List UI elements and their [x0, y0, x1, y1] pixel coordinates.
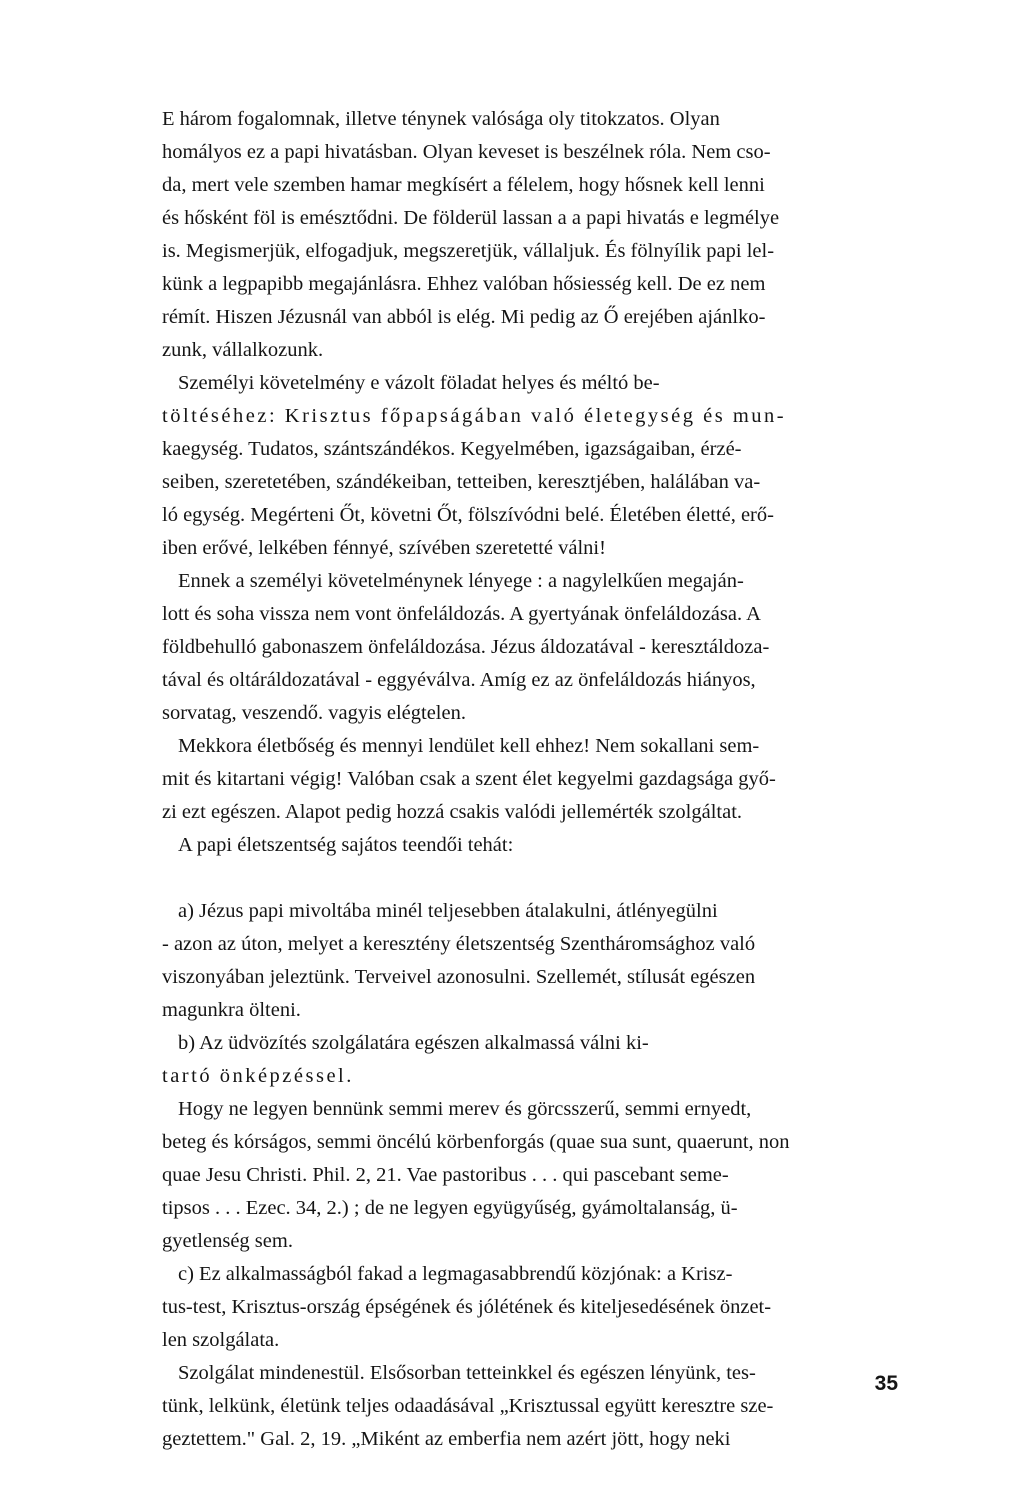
- text-line: len szolgálata.: [162, 1329, 280, 1351]
- text-line: b) Az üdvözítés szolgálatára egészen alkalmassá válni ki-: [178, 1032, 649, 1054]
- text-line: Hogy ne legyen bennünk semmi merev és görcsszerű, semmi ernyedt,: [178, 1098, 752, 1120]
- text-line: A papi életszentség sajátos teendői tehát:: [178, 834, 514, 856]
- text-line: quae Jesu Christi. Phil. 2, 21. Vae pastoribus . . . qui pascebant seme-: [162, 1164, 729, 1186]
- text-line: zi ezt egészen. Alapot pedig hozzá csakis valódi jellemérték szolgáltat.: [162, 801, 743, 823]
- text-line: kaegység. Tudatos, szántszándékos. Kegyelmében, igazságaiban, érzé-: [162, 438, 742, 460]
- page-number: 35: [874, 1372, 898, 1395]
- text-line: seiben, szeretetében, szándékeiban, tetteiben, keresztjében, halálában va-: [162, 471, 761, 493]
- text-line: tartó önképzéssel.: [162, 1065, 354, 1087]
- text-line: iben erővé, lelkében fénnyé, szívében szeretetté válni!: [162, 537, 606, 559]
- text-line: földbehulló gabonaszem önfeláldozása. Jézus áldozatával - keresztáldoza-: [162, 636, 770, 658]
- text-line: zunk, vállalkozunk.: [162, 339, 324, 361]
- text-line: Szolgálat mindenestül. Elsősorban tetteinkkel és egészen lényünk, tes-: [178, 1362, 756, 1384]
- text-line: - azon az úton, melyet a keresztény életszentség Szentháromsághoz való: [162, 933, 756, 955]
- text-line: tünk, lelkünk, életünk teljes odaadásával „Krisztussal együtt keresztre sze-: [162, 1395, 774, 1417]
- text-line: is. Megismerjük, elfogadjuk, megszeretjük, vállaljuk. És fölnyílik papi lel-: [162, 240, 775, 262]
- text-line: tus-test, Krisztus-ország épségének és jólétének és kiteljesedésének önzet-: [162, 1296, 772, 1318]
- text-line: gyetlenség sem.: [162, 1230, 293, 1252]
- text-line: sorvatag, veszendő. vagyis elégtelen.: [162, 702, 466, 724]
- text-line: viszonyában jeleztünk. Terveivel azonosulni. Szellemét, stílusát egészen: [162, 966, 756, 988]
- text-line: c) Ez alkalmasságból fakad a legmagasabbrendű közjónak: a Krisz-: [178, 1263, 733, 1285]
- text-line: homályos ez a papi hivatásban. Olyan keveset is beszélnek róla. Nem cso-: [162, 141, 771, 163]
- text-line: geztettem." Gal. 2, 19. „Miként az emberfia nem azért jött, hogy neki: [162, 1428, 731, 1450]
- text-line: lott és soha vissza nem vont önfeláldozás. A gyertyának önfeláldozása. A: [162, 603, 761, 625]
- text-line: rémít. Hiszen Jézusnál van abból is elég. Mi pedig az Ő erejében ajánlko-: [162, 306, 766, 328]
- text-line: Ennek a személyi követelménynek lényege : a nagylelkűen megaján-: [178, 570, 744, 592]
- text-line: da, mert vele szemben hamar megkísért a félelem, hogy hősnek kell lenni: [162, 174, 765, 196]
- text-line: mit és kitartani végig! Valóban csak a szent élet kegyelmi gazdagsága győ-: [162, 768, 776, 790]
- text-line: magunkra ölteni.: [162, 999, 301, 1021]
- text-line: a) Jézus papi mivoltába minél teljesebben átalakulni, átlényegülni: [178, 900, 718, 922]
- text-line: Mekkora életbőség és mennyi lendület kell ehhez! Nem sokallani sem-: [178, 735, 760, 757]
- text-line: E három fogalomnak, illetve ténynek valósága oly titokzatos. Olyan: [162, 108, 720, 130]
- body-text: [162, 103, 934, 1456]
- text-line: Személyi követelmény e vázolt föladat helyes és méltó be-: [178, 372, 660, 394]
- text-line: künk a legpapibb megajánlásra. Ehhez valóban hősiesség kell. De ez nem: [162, 273, 766, 295]
- text-line: és hősként föl is emésztődni. De földerül lassan a a papi hivatás e legmélye: [162, 207, 780, 229]
- text-line: töltéséhez: Krisztus főpapságában való életegység és mun-: [162, 405, 787, 427]
- text-line: tipsos . . . Ezec. 34, 2.) ; de ne legyen együgyűség, gyámoltalanság, ü-: [162, 1197, 738, 1219]
- text-line: beteg és kórságos, semmi öncélú körbenforgás (quae sua sunt, quaerunt, non: [162, 1131, 790, 1153]
- text-line: ló egység. Megérteni Őt, követni Őt, fölszívódni belé. Életében életté, erő-: [162, 504, 774, 526]
- text-line: [162, 862, 934, 895]
- text-line: tával és oltáráldozatával - eggyéválva. Amíg ez az önfeláldozás hiányos,: [162, 669, 756, 691]
